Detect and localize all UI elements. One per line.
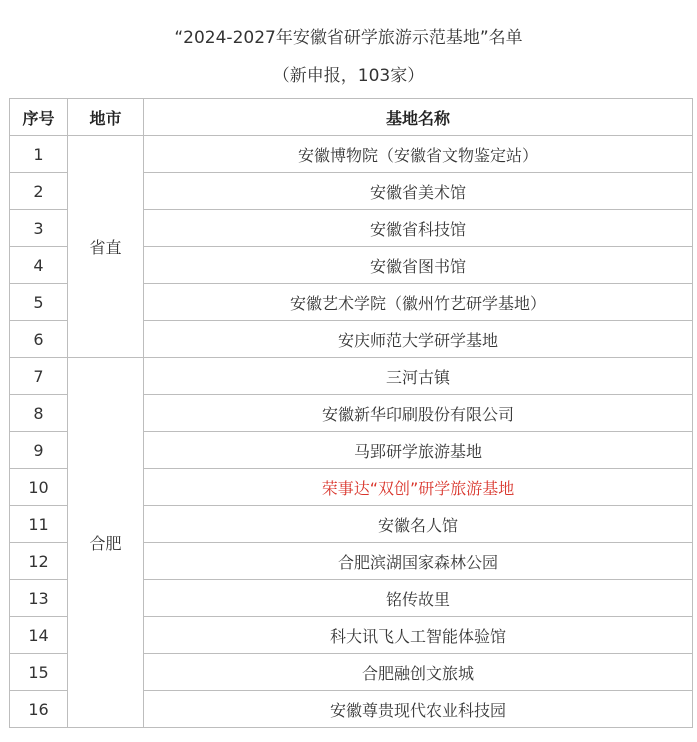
header-index: 序号 bbox=[10, 99, 68, 136]
row-index: 10 bbox=[10, 469, 68, 506]
row-index: 13 bbox=[10, 580, 68, 617]
base-name-cell: 荣事达“双创”研学旅游基地 bbox=[144, 469, 693, 506]
row-index: 6 bbox=[10, 321, 68, 358]
table-row bbox=[10, 358, 693, 395]
base-list-table bbox=[9, 98, 693, 728]
row-index: 4 bbox=[10, 247, 68, 284]
base-name-cell: 安庆师范大学研学基地 bbox=[144, 321, 693, 358]
row-index: 5 bbox=[10, 284, 68, 321]
base-name-cell: 安徽名人馆 bbox=[144, 506, 693, 543]
row-index: 2 bbox=[10, 173, 68, 210]
row-index: 12 bbox=[10, 543, 68, 580]
base-name-cell: 安徽省科技馆 bbox=[144, 210, 693, 247]
base-name-cell: 科大讯飞人工智能体验馆 bbox=[144, 617, 693, 654]
city-cell: 合肥 bbox=[68, 358, 144, 728]
base-name-cell: 铭传故里 bbox=[144, 580, 693, 617]
base-name-cell: 安徽省美术馆 bbox=[144, 173, 693, 210]
row-index: 1 bbox=[10, 136, 68, 173]
table-body bbox=[10, 136, 693, 728]
row-index: 8 bbox=[10, 395, 68, 432]
base-name-cell: 三河古镇 bbox=[144, 358, 693, 395]
base-name-cell: 安徽新华印刷股份有限公司 bbox=[144, 395, 693, 432]
base-name-cell: 合肥融创文旅城 bbox=[144, 654, 693, 691]
city-cell: 省直 bbox=[68, 136, 144, 358]
row-index: 3 bbox=[10, 210, 68, 247]
header-city: 地市 bbox=[68, 99, 144, 136]
header-base-name: 基地名称 bbox=[144, 99, 693, 136]
table-header-row bbox=[10, 99, 693, 136]
page-subtitle: （新申报，103家） bbox=[272, 66, 425, 86]
row-index: 15 bbox=[10, 654, 68, 691]
row-index: 16 bbox=[10, 691, 68, 728]
base-name-cell: 马郢研学旅游基地 bbox=[144, 432, 693, 469]
base-name-cell: 安徽尊贵现代农业科技园 bbox=[144, 691, 693, 728]
page-title: “2024-2027年安徽省研学旅游示范基地”名单 bbox=[174, 28, 523, 48]
base-name-cell: 安徽艺术学院（徽州竹艺研学基地） bbox=[144, 284, 693, 321]
row-index: 14 bbox=[10, 617, 68, 654]
base-name-cell: 安徽省图书馆 bbox=[144, 247, 693, 284]
row-index: 9 bbox=[10, 432, 68, 469]
base-name-cell: 安徽博物院（安徽省文物鉴定站） bbox=[144, 136, 693, 173]
row-index: 7 bbox=[10, 358, 68, 395]
row-index: 11 bbox=[10, 506, 68, 543]
base-name-cell: 合肥滨湖国家森林公园 bbox=[144, 543, 693, 580]
table-row bbox=[10, 136, 693, 173]
